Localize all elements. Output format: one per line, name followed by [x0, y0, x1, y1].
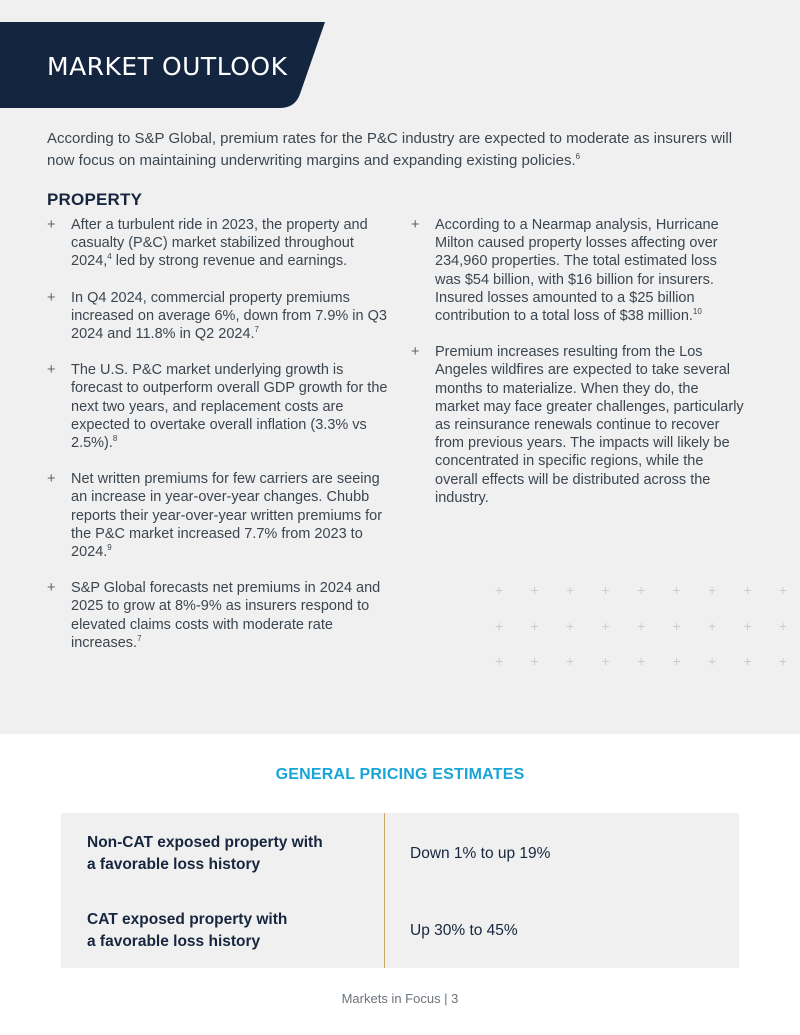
section-title-property: PROPERTY: [47, 190, 143, 209]
page-footer: Markets in Focus | 3: [341, 991, 459, 1006]
plus-icon: +: [743, 617, 752, 634]
intro-paragraph: [47, 128, 757, 172]
footnote-ref: 9: [107, 543, 112, 553]
pricing-row-value: Down 1% to up 19%: [410, 845, 551, 862]
plus-icon: +: [743, 582, 752, 598]
plus-icon: +: [47, 362, 56, 379]
plus-icon: +: [495, 653, 504, 669]
label-line: a favorable loss history: [87, 933, 261, 950]
plus-icon: +: [566, 617, 575, 634]
pricing-row-value: Up 30% to 45%: [410, 922, 518, 939]
bullet-text: According to a Nearmap analysis, Hurricane Milton caused property losses affecting over 234,960 properties. The total estimated loss was $54 billion, with $16 billion for insurers. Insured losses amounted to a $25 billion contribution to a total loss of $38 million.: [435, 217, 719, 325]
section-title-pricing: GENERAL PRICING ESTIMATES: [275, 766, 525, 783]
plus-icon: +: [530, 653, 539, 669]
plus-icon: +: [566, 653, 575, 669]
label-line: Non-CAT exposed property with: [87, 834, 323, 851]
plus-icon: +: [601, 617, 610, 634]
plus-icon: +: [672, 617, 681, 634]
plus-icon: +: [779, 582, 788, 598]
bullet-list-left: [47, 216, 397, 670]
column-divider: [384, 813, 385, 968]
bullet-text: In Q4 2024, commercial property premiums increased on average 6%, down from 7.9% in Q3 2024 and 11.8% in Q2 2024.: [71, 289, 387, 343]
bullet-text: Net written premiums for few carriers are seeing an increase in year-over-year changes. Chubb reports their year-over-year written premiums for the P&C market increased 7.7% from 2023 to 2024.: [71, 471, 383, 561]
plus-icon: +: [601, 653, 610, 669]
list-item: [47, 289, 397, 344]
list-item: [47, 579, 397, 652]
plus-icon: +: [779, 653, 788, 669]
plus-icon: +: [566, 582, 575, 598]
list-item: [47, 216, 397, 271]
plus-icon: +: [743, 653, 752, 669]
label-line: CAT exposed property with: [87, 911, 288, 928]
bullet-text: S&P Global forecasts net premiums in 2024 and 2025 to grow at 8%-9% as insurers respond to elevated claims costs with moderate rate increases.: [71, 580, 381, 651]
plus-icon: +: [637, 653, 646, 669]
plus-icon: +: [779, 617, 788, 634]
plus-icon: +: [47, 580, 56, 597]
intro-text: According to S&P Global, premium rates for the P&C industry are expected to moderate as insurers will now focus on maintaining underwriting margins and expanding existing policies.: [47, 130, 733, 169]
plus-icon: +: [47, 217, 56, 233]
plus-icon: +: [47, 471, 56, 488]
bullet-text: After a turbulent ride in 2023, the property and casualty (P&C) market stabilized throughout 2024,: [71, 217, 368, 270]
plus-icon: +: [530, 582, 539, 598]
plus-icon: +: [672, 653, 681, 669]
bullet-text-tail: led by strong revenue and earnings.: [111, 253, 348, 270]
list-item: [411, 343, 746, 507]
plus-icon: +: [495, 582, 504, 598]
plus-icon: +: [637, 582, 646, 598]
footnote-ref: 7: [254, 325, 259, 335]
footnote-ref: 7: [137, 634, 142, 644]
page-title: MARKET OUTLOOK: [47, 52, 288, 81]
pricing-row-label: [87, 909, 367, 953]
plus-icon: +: [411, 344, 420, 361]
plus-icon: +: [672, 582, 681, 598]
bullet-list-right: [411, 216, 746, 525]
plus-icon: +: [708, 617, 717, 634]
footnote-ref: 4: [107, 252, 112, 262]
plus-icon: +: [411, 217, 420, 233]
bullet-text: Premium increases resulting from the Los Angeles wildfires are expected to take several months to materialize. When they do, the market may face greater challenges, particularly as reinsurance renewals continue to recover from previous years. The impacts will likely be concentrated in specific regions, while the overall effects will be distributed across the industry.: [435, 344, 744, 506]
list-item: [47, 470, 397, 561]
footnote-ref: 8: [112, 434, 118, 444]
plus-icon: +: [47, 289, 56, 306]
plus-icon: +: [530, 617, 539, 634]
list-item: [47, 361, 397, 452]
bullet-text: The U.S. P&C market underlying growth is forecast to outperform overall GDP growth for the next two years, and replacement costs are expected to overtake overall inflation (3.3% vs 2.5%).: [71, 362, 388, 452]
plus-icon: +: [637, 617, 646, 634]
plus-icon: +: [708, 582, 717, 598]
label-line: a favorable loss history: [87, 856, 261, 873]
plus-icon: +: [601, 582, 610, 598]
footnote-ref: 10: [692, 307, 702, 317]
pricing-table: [61, 813, 739, 968]
footnote-ref: 6: [575, 152, 581, 161]
plus-icon: +: [708, 653, 717, 669]
list-item: [411, 216, 746, 325]
plus-icon: +: [495, 617, 504, 634]
pricing-row-label: [87, 832, 367, 876]
